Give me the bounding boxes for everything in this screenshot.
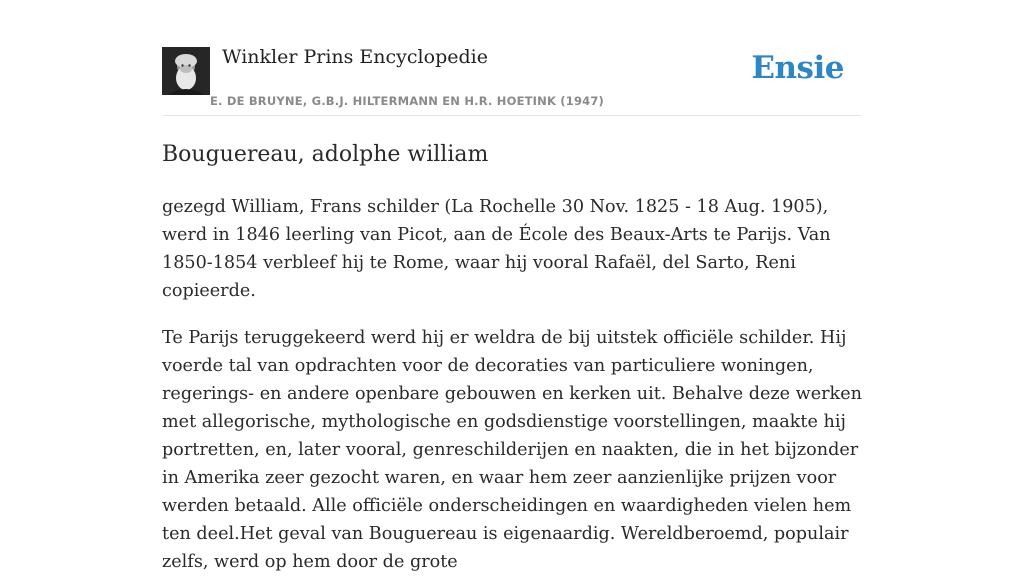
page-container [162,0,862,576]
encyclopedia-title[interactable]: Winkler Prins Encyclopedie [222,46,488,68]
encyclopedia-authors: E. DE BRUYNE, G.B.J. HILTERMANN EN H.R. HOETINK (1947) [210,94,605,108]
entry-paragraph-1: gezegd William, Frans schilder (La Rochelle 30 Nov. 1825 - 18 Aug. 1905), werd in 1846 leerling van Picot, aan de École des Beaux-Arts te Parijs. Van 1850-1854 verbleef hij te Rome, waar hij vooral Rafaël, del Sarto, Reni copieerde. [162,197,831,301]
portrait-icon [162,47,210,95]
entry-title: Bouguereau, adolphe william [162,142,489,167]
page-header [162,0,862,116]
author-avatar[interactable] [162,47,210,95]
entry-content [162,193,862,576]
ensie-logo-link[interactable]: Ensie [751,50,844,86]
entry-paragraph-2: Te Parijs teruggekeerd werd hij er weldra de bij uitstek officiële schilder. Hij voerde tal van opdrachten voor de decoraties van particuliere woningen, regerings- en andere openbare gebouwen en kerken uit. Behalve deze werken met allegorische, mythologische en godsdienstige voorstellingen, maakte hij portretten, en, later vooral, genreschilderijen en naakten, die in het bijzonder in Amerika zeer gezocht waren, en waar hem zeer aanzienlijke prijzen voor werden betaald. Alle officiële onderscheidingen en waardigheden vielen hem ten deel.Het geval van Bouguereau is eigenaardig. Wereldberoemd, populair zelfs, werd op hem door de grote [162,328,862,572]
